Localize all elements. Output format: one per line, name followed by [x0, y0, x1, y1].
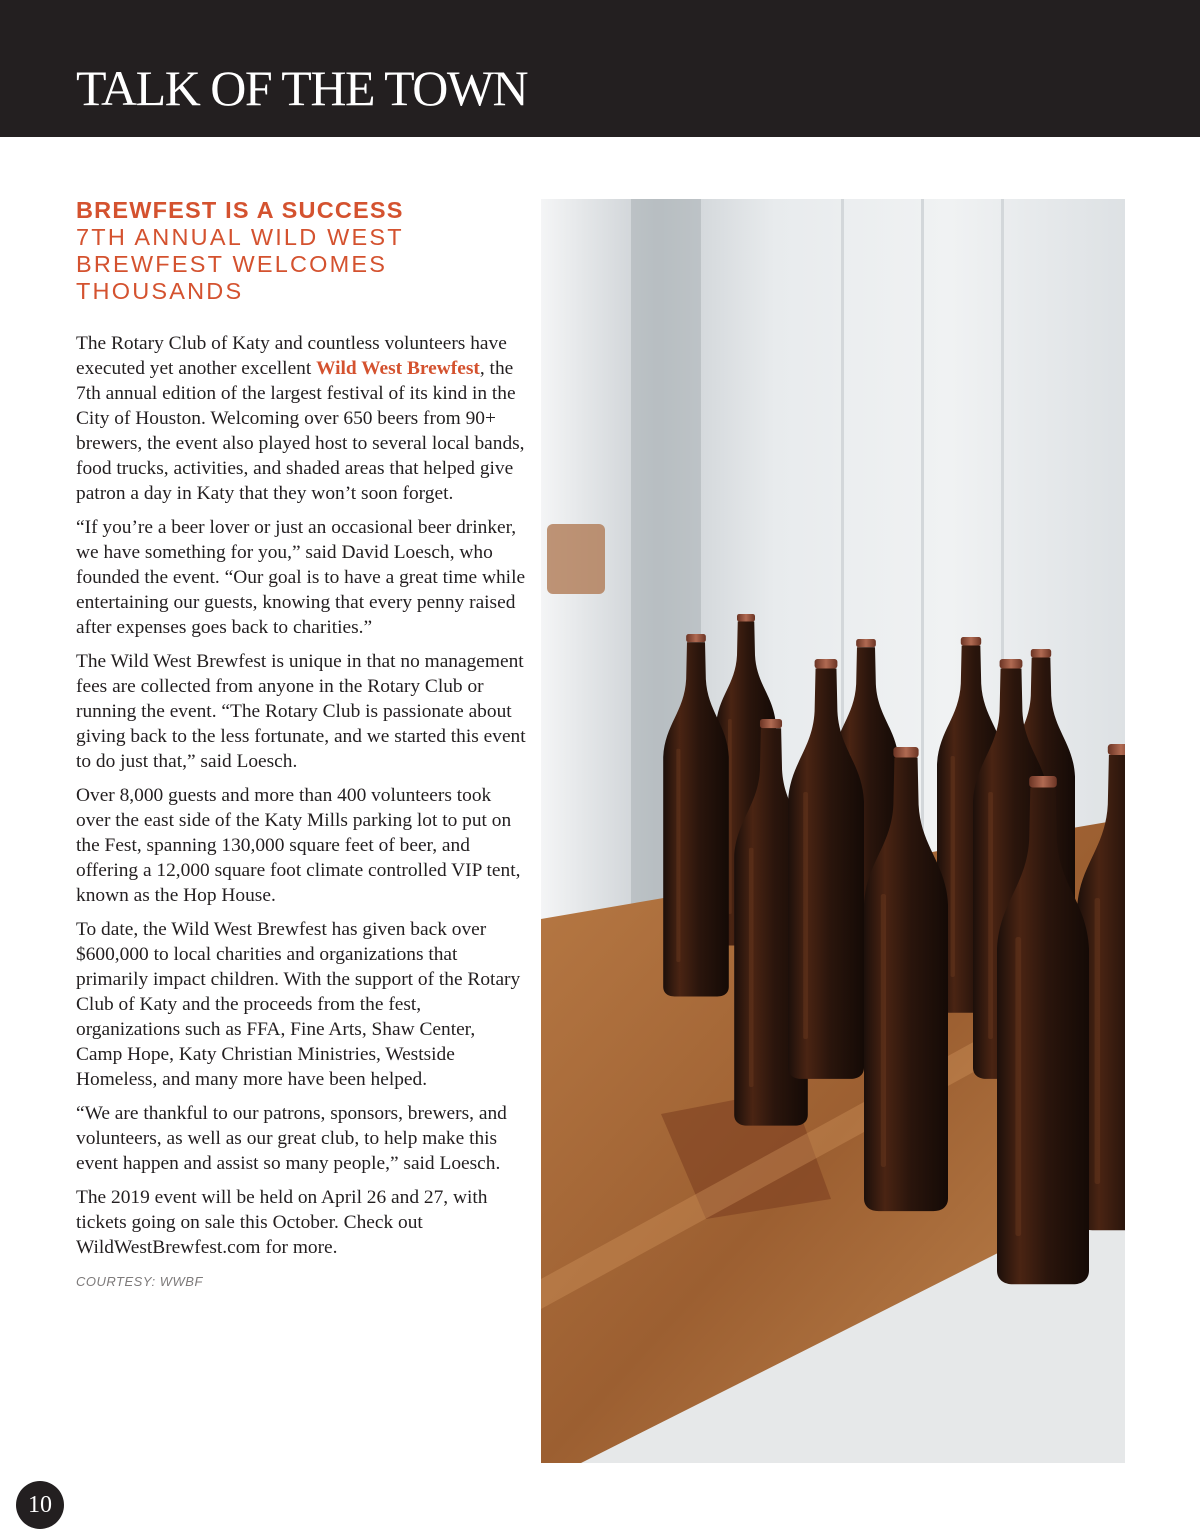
section-title: TALK OF THE TOWN	[76, 60, 528, 116]
header-bar	[0, 0, 1200, 137]
paragraph: Over 8,000 guests and more than 400 volunteers took over the east side of the Katy Mills parking lot to put on the Fest, spanning 130,000 square feet of beer, and offering a 12,000 square foot climate controlled VIP tent, known as the Hop House.	[76, 785, 521, 906]
paragraph: “If you’re a beer lover or just an occasional beer drinker, we have something for you,” said David Loesch, who founded the event. “Our goal is to have a great time while entertaining our guests, knowing that every penny raised after expenses goes back to charities.”	[76, 517, 526, 638]
subhead-line: THOUSANDS	[76, 278, 244, 304]
paragraph: To date, the Wild West Brewfest has given back over $600,000 to local charities and organizations that primarily impact children. With the support of the Rotary Club of Katy and the proceeds from the fest, organizations such as FFA, Fine Arts, Shaw Center, Camp Hope, Katy Christian Ministries, Westside Homeless, and many more have been helped.	[76, 919, 521, 1090]
subhead-line: BREWFEST WELCOMES	[76, 251, 388, 277]
paragraph-text: , the 7th annual edition of the largest festival of its kind in the City of Houston. Welcoming over 650 beers from 90+ brewers, the event also played host to several local bands, food trucks, activities, and shaded areas that helped give patron a day in Katy that they won’t soon forget.	[76, 358, 525, 504]
paragraph-text: The Rotary Club of Katy and countless volunteers have executed yet another excellent	[76, 333, 507, 379]
article-body	[76, 331, 526, 1260]
article-headline: BREWFEST IS A SUCCESS	[76, 197, 404, 223]
paragraph: The Wild West Brewfest is unique in that no management fees are collected from anyone in the Rotary Club or running the event. “The Rotary Club is passionate about giving back to the less fortunate, and we started this event to do just that,” said Loesch.	[76, 651, 526, 772]
subhead-line: 7TH ANNUAL WILD WEST	[76, 224, 404, 250]
brewfest-link[interactable]: Wild West Brewfest	[316, 358, 480, 379]
photo-credit: COURTESY: WWBF	[76, 1274, 203, 1289]
beer-bottles-photo	[541, 199, 1125, 1463]
article	[76, 196, 526, 1289]
paragraph	[76, 331, 526, 506]
page-number: 10	[16, 1481, 64, 1529]
paragraph: “We are thankful to our patrons, sponsors, brewers, and volunteers, as well as our great club, to help make this event happen and assist so many people,” said Loesch.	[76, 1103, 507, 1174]
article-subhead	[76, 224, 526, 305]
paragraph: The 2019 event will be held on April 26 and 27, with tickets going on sale this October. Check out WildWestBrewfest.com for more.	[76, 1187, 488, 1258]
